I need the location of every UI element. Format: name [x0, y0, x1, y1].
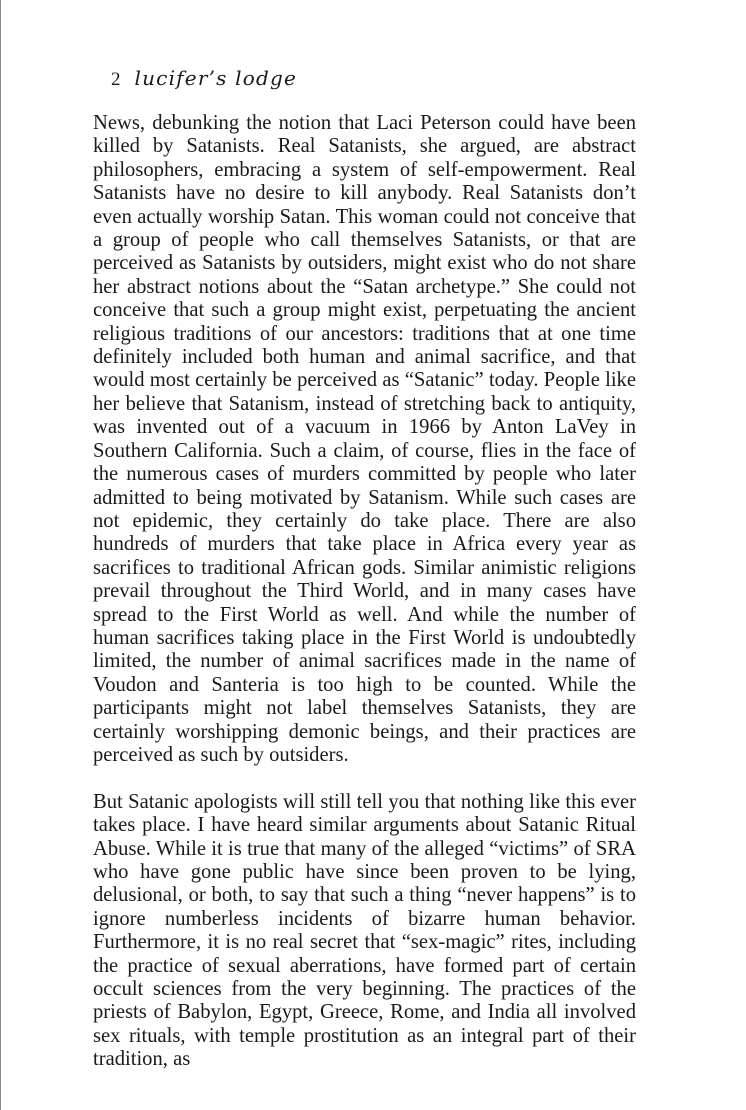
body-text	[93, 112, 636, 1072]
paragraph-1: News, debunking the notion that Laci Peterson could have been killed by Satanists. Real Satanists, she argued, are abstract philosophers, embracing a system of self-empowerment. Real Satanists have no desire to kill anybody. Real Satanists don’t even actually worship Satan. This woman could not conceive that a group of people who call themselves Satanists, or that are perceived as Satanists by outsiders, might exist who do not share her abstract notions about the “Satan archetype.” She could not conceive that such a group might exist, perpetuating the ancient religious traditions of our ancestors: traditions that at one time definitely included both human and animal sacrifice, and that would most certainly be perceived as “Satanic” today. People like her believe that Satanism, instead of stretching back to antiquity, was invented out of a vacuum in 1966 by Anton LaVey in Southern California. Such a claim, of course, flies in the face of the numerous cases of murders committed by people who later admitted to being motivated by Satanism. While such cases are not epidemic, they certainly do take place. There are also hundreds of murders that take place in Africa every year as sacrifices to traditional African gods. Similar animistic religions prevail throughout the Third World, and in many cases have spread to the First World as well. And while the number of human sacrifices taking place in the First World is undoubtedly limited, the number of animal sacrifices made in the name of Voudon and Santeria is too high to be counted. While the participants might not label themselves Satanists, they are certainly worshipping demonic beings, and their practices are perceived as such by outsiders.	[93, 112, 636, 766]
paragraph-2: But Satanic apologists will still tell you that nothing like this ever takes place. I have heard similar arguments about Satanic Ritual Abuse. While it is true that many of the alleged “victims” of SRA who have gone public have since been proven to be lying, delusional, or both, to say that such a thing “never happens” is to ignore numberless incidents of bizarre human behavior. Furthermore, it is no real secret that “sex-magic” rites, including the practice of sexual aberrations, have formed part of certain occult sciences from the very beginning. The practices of the priests of Babylon, Egypt, Greece, Rome, and India all involved sex rituals, with temple prostitution as an integral part of their tradition, as	[93, 790, 636, 1071]
running-head	[111, 66, 297, 96]
book-title: lucifer’s lodge	[134, 66, 298, 90]
page-number: 2	[111, 69, 121, 90]
